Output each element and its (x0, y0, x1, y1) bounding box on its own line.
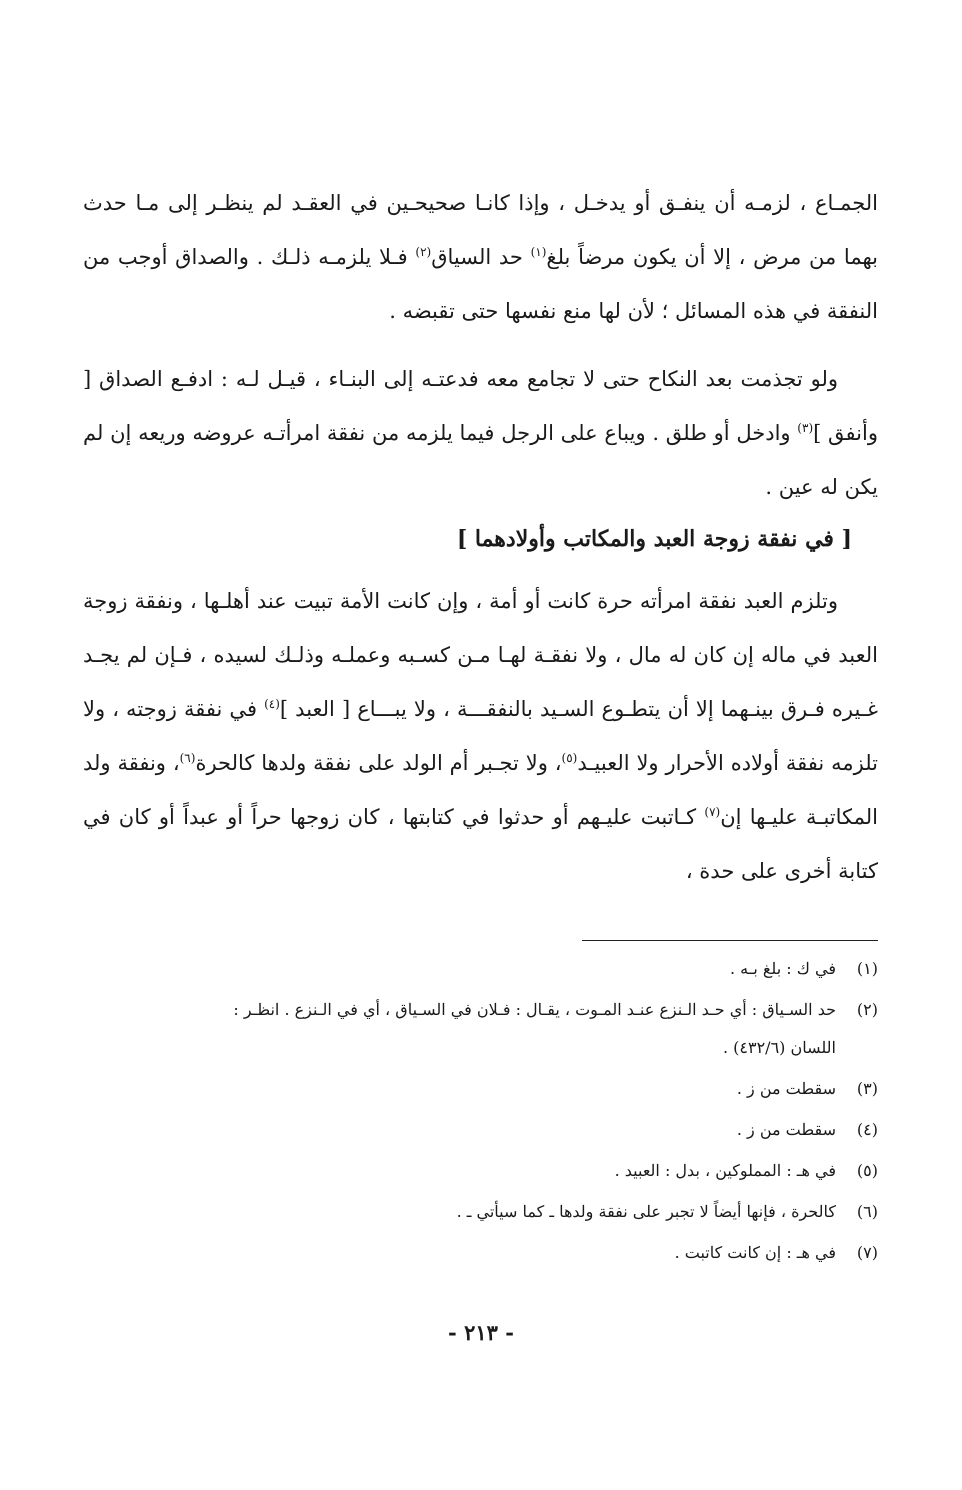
footnote-text: كالحرة ، فإنها أيضاً لا تجبر على نفقة ولدها ـ كما سيأتي ـ . (456, 1202, 836, 1221)
footnote-ref-3[interactable]: (٣) (797, 421, 814, 435)
paragraph-3-body (83, 574, 878, 898)
page-number: - ٢١٣ - (448, 1320, 514, 1345)
footnote-text: في هـ : المملوكين ، بدل : العبيد . (614, 1161, 836, 1180)
footnote-item (83, 999, 878, 1058)
paragraph-3-text-c: ، ولا تجـبر أم الولد على نفقة ولدها كالحرة (195, 751, 562, 775)
footnote-ref-4[interactable]: (٤) (264, 697, 280, 711)
paragraph-3-text-b: في نفقة زوجته ، ولا تلزمه نفقة أولاده الأحرار ولا العبيـد (83, 697, 879, 775)
footnote-ref-2[interactable]: (٢) (415, 245, 432, 259)
paragraph-3-text-d: ، ونفقة ولد المكاتبـة عليـها إن (83, 751, 879, 829)
footnote-text-continued: اللسان (٤٣٢/٦) . (722, 1038, 836, 1057)
footnote-ref-6[interactable]: (٦) (179, 751, 196, 765)
footnote-ref-7[interactable]: (٧) (704, 805, 721, 819)
paragraph-1-line-2b: حد السياق (431, 245, 531, 269)
footnote-item (83, 1242, 878, 1263)
paragraph-3-text-e: كـاتبت عليـهم أو حدثوا في كتابتها ، كان زوجها حراً أو عبداً أو كان في كتابة أخرى على حدة ، (83, 805, 878, 883)
footnote-separator (582, 940, 878, 941)
section-heading: [ في نفقة زوجة العبد والمكاتب وأولادهما ] (456, 526, 852, 552)
footnote-number: (٧) (856, 1243, 878, 1262)
paragraph-2 (83, 352, 878, 514)
footnote-item (83, 1119, 878, 1140)
footnote-text: سقطت من ز . (736, 1079, 836, 1098)
footnote-number: (٣) (856, 1079, 878, 1098)
footnote-item (83, 1201, 878, 1222)
footnote-text: حد السـياق : أي حـد الـنزع عنـد المـوت ، يقـال : فـلان في السـياق ، أي في الـنزع . انظـر : (233, 1000, 836, 1019)
footnote-item (83, 1160, 878, 1181)
paragraph-1 (83, 176, 878, 338)
footnote-number: (٤) (856, 1120, 878, 1139)
footnote-number: (٢) (856, 1000, 878, 1019)
paragraph-2-body (83, 352, 878, 514)
footnote-text: في هـ : إن كانت كاتبت . (674, 1243, 836, 1262)
footnote-number: (٦) (856, 1202, 878, 1221)
footnote-ref-1[interactable]: (١) (530, 245, 547, 259)
paragraph-1-body (83, 176, 878, 338)
footnote-ref-5[interactable]: (٥) (561, 751, 578, 765)
footnote-number: (١) (856, 959, 878, 978)
footnote-text: في ك : بلغ بـه . (729, 959, 836, 978)
footnotes-list (83, 958, 878, 1283)
footnote-item (83, 1078, 878, 1099)
footnote-number: (٥) (856, 1161, 878, 1180)
paragraph-3 (83, 574, 878, 898)
paragraph-1-line-2c: فـلا يلزمـه ذلـك . (256, 245, 416, 269)
paragraph-1-line-1: الجمـاع ، لزمـه أن ينفـق أو يدخـل ، وإذا كانـا صحيحـين في العقـد لم ينظـر إلى مـا (135, 191, 878, 215)
footnote-text-block (83, 999, 836, 1058)
paragraph-2-text-a: ولو تجذمت بعد النكاح حتى لا تجامع معه فدعتـه إلى البنـاء ، قيـل لـه : ادفـع الصداق [ وأنفق ] (83, 367, 879, 445)
footnote-text: سقطت من ز . (736, 1120, 836, 1139)
footnote-item (83, 958, 878, 979)
paragraph-2-text-b: وادخل أو طلق . ويباع على الرجل فيما يلزمه من نفقة امرأتـه عروضه وريعه إن لم يكن له عين . (83, 421, 878, 499)
paragraph-1-line-2a: حدث بهما من مرض ، إلا أن يكون مرضاً بلغ (83, 191, 878, 269)
paragraph-1-line-3: والصداق أوجب من النفقة في هذه المسائل ؛ لأن لها منع نفسها حتى تقبضه . (83, 245, 878, 323)
paragraph-3-text-a: وتلزم العبد نفقة امرأته حرة كانت أو أمة ، وإن كانت الأمة تبيت عند أهلـها ، ونفقة زوجة العبد في ماله إن كان له مال ، ولا نفقـة لهـا مـن كسـبه وعملـه وذلـك لسيده ، فـإن لم يجـد غـيره فـرق بينـهما إلا أن يتطـوع السـيد بالنفقـــة ، ولا يبـــاع [ العبد ] (83, 589, 878, 721)
